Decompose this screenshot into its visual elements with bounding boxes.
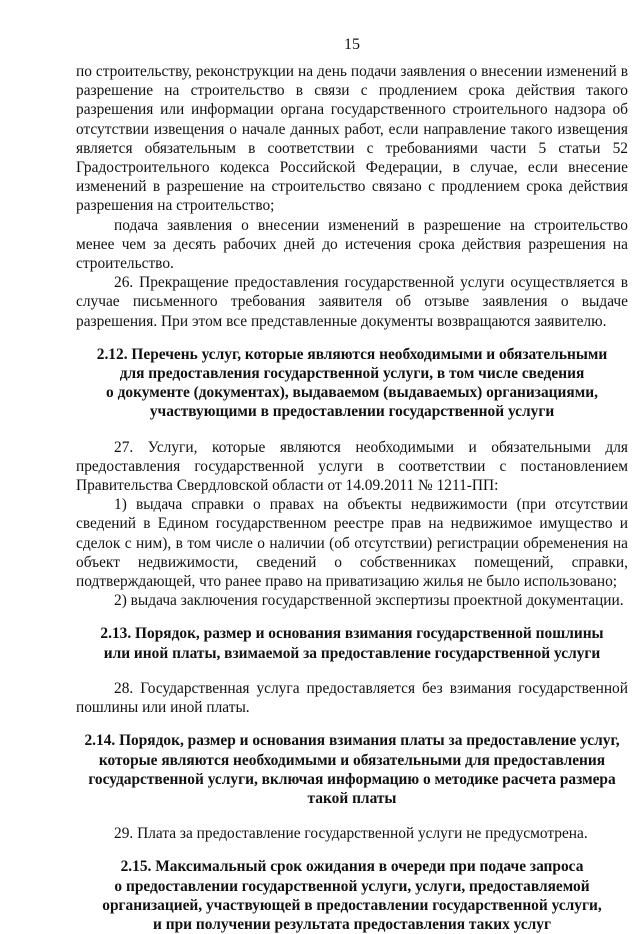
section-title-line: и при получении результата предоставления таких услуг [153,915,551,933]
section-title-line: которые являются необходимыми и обязательными для предоставления [98,751,606,769]
section-title-line: государственной услуги, включая информацию о методике расчета размера [88,770,616,788]
section-title-2-12 [76,345,628,422]
section-2-12 [76,345,628,611]
section-title-line: или иной платы, взимаемой за предоставление государственной услуги [103,644,601,662]
section-title-2-14 [76,731,628,808]
section-title-2-15 [76,857,628,934]
page-number: 15 [344,36,360,53]
paragraph-27-item-1: 1) выдача справки о правах на объекты недвижимости (при отсутствии сведений в Едином государственном реестре прав на недвижимое имущество и сделок с ним), в том числе о наличии (об отсутствии) регистрации обременения на объект недвижимости, сведений о собственниках помещений, справки, подтверждающей, что ранее право на приватизацию жилья не было использовано; [76,496,628,591]
section-title-line: 2.14. Порядок, размер и основания взимания платы за предоставление услуг, [84,732,620,750]
section-title-line: о предоставлении государственной услуги, услуги, предоставляемой [114,877,590,895]
paragraph-29: 29. Плата за предоставление государственной услуги не предусмотрена. [114,825,588,843]
section-2-13 [76,624,628,717]
section-title-2-13 [76,624,628,662]
section-title-line: организацией, участвующей в предоставлении государственной услуги, [102,896,602,914]
section-title-line: участвующими в предоставлении государственной услуги [149,403,555,421]
section-title-line: 2.13. Порядок, размер и основания взимания государственной пошлины [100,625,604,643]
paragraph-continuation: по строительству, реконструкции на день подачи заявления о внесении изменений в разрешение на строительство в связи с продлением срока действия такого разрешения или информации органа государственного строительного надзора об отсутствии извещения о начале данных работ, если направление такого извещения является обязательным в соответствии с требованиями части 5 статьи 52 Градостроительного кодекса Российской Федерации, в случае, если внесение изменений в разрешение на строительство связано с продлением срока действия разрешения на строительство; [76,63,628,215]
paragraph-late-application: подача заявления о внесении изменений в разрешение на строительство менее чем за десять рабочих дней до истечения срока действия разрешения на строительство. [76,216,628,273]
section-title-line: такой платы [307,789,397,807]
paragraph-26: 26. Прекращение предоставления государственной услуги осуществляется в случае письменного требования заявителя об отзыве заявления о выдаче разрешения. При этом все представленные документы возвращаются заявителю. [76,274,628,330]
paragraph-27-item-2: 2) выдача заключения государственной экспертизы проектной документации. [114,592,624,610]
section-title-line: о документе (документах), выдаваемом (выдаваемых) организациями, [106,384,598,402]
section-2-15 [76,857,628,934]
section-title-line: 2.15. Максимальный срок ожидания в очереди при подаче запроса [120,858,584,876]
section-title-line: для предоставления государственной услуги, в том числе сведения [119,365,585,383]
paragraph-28: 28. Государственная услуга предоставляется без взимания государственной пошлины или иной платы. [76,679,628,717]
section-title-line: 2.12. Перечень услуг, которые являются необходимыми и обязательными [96,345,608,363]
section-2-14 [76,731,628,843]
paragraph-27: 27. Услуги, которые являются необходимыми и обязательными для предоставления государственной услуги в соответствии с постановлением Правительства Свердловской области от 14.09.2011 № 1211-ПП: [76,438,628,495]
